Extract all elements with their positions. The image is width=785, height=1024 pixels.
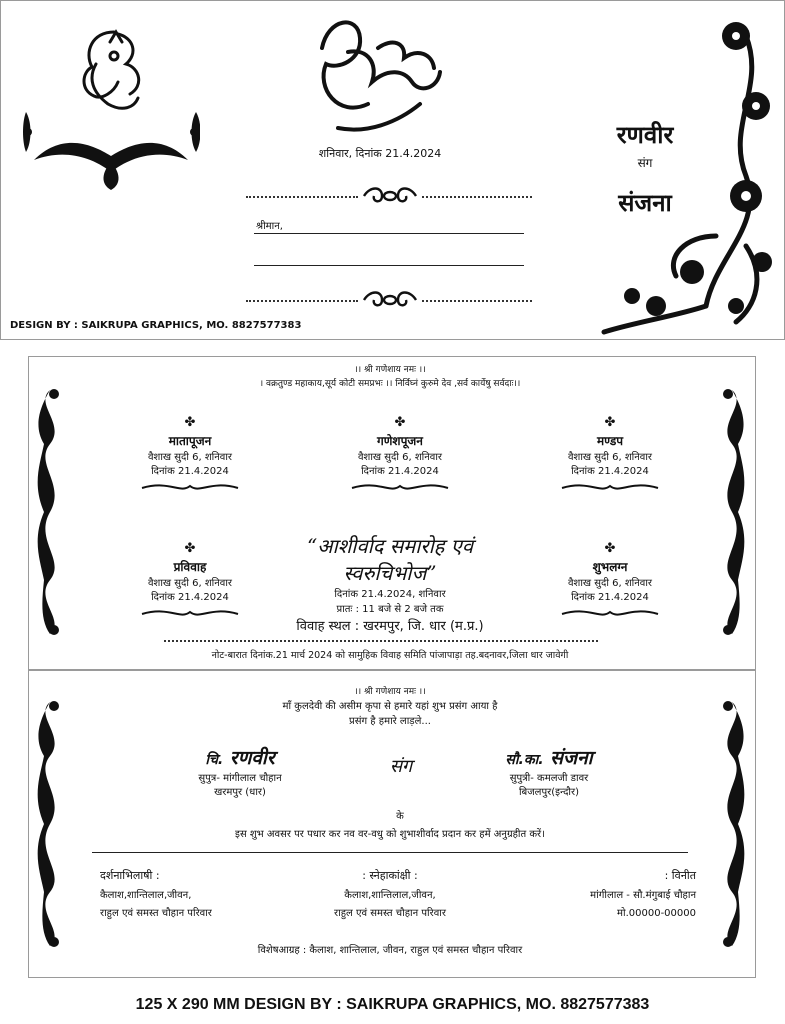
event-date: दिनांक 21.4.2024	[361, 466, 439, 477]
barat-note: नोट-बारात दिनांक.21 मार्च 2024 को सामुहिक विवाह समिति पांजापाड़ा तह.बदनावर,जिला धार जावेगी	[211, 650, 569, 661]
vishesh-aagrah: विशेषआग्रह : कैलाश, शान्तिलाल, जीवन, राहुल एवं समस्त चौहान परिवार	[257, 945, 523, 956]
col-line: कैलाश,शान्तिलाल,जीवन,	[100, 890, 192, 901]
col-title: दर्शनाभिलाषी :	[100, 869, 160, 882]
event-block-shubhlagna	[540, 540, 680, 622]
dotted-divider	[422, 196, 532, 198]
address-line	[254, 233, 524, 234]
bride-prefix: सौ.का.	[505, 752, 544, 768]
kuldevi-line: माँ कुलदेवी की असीम कृपा से हमारे यहां शुभ प्रसंग आया है	[282, 701, 498, 712]
bride-place: बिजलपुर(इन्दौर)	[518, 787, 580, 798]
event-title: शुभलग्न	[592, 560, 628, 574]
event-line: वैशाख सुदी 6, शनिवार	[147, 578, 233, 589]
event-block-ganeshpujan	[330, 414, 470, 496]
scroll-border-right-icon	[712, 696, 752, 952]
col-title: : स्नेहाकांक्षी :	[362, 869, 418, 882]
bride-name-card: संजना	[618, 189, 672, 217]
event-date: दिनांक 21.4.2024	[151, 592, 229, 603]
dotted-divider	[164, 640, 598, 642]
separator-line	[92, 852, 688, 853]
event-block-mandap	[540, 414, 680, 496]
ornament-icon: ✤	[394, 415, 406, 430]
scroll-ornament-icon	[360, 186, 420, 206]
blessing-line: इस शुभ अवसर पर पधार कर नव वर-वधु को शुभाशीर्वाद प्रदान कर हमें अनुग्रहीत करें।	[235, 829, 545, 840]
ornament-icon: ✤	[604, 415, 616, 430]
event-date: दिनांक 21.4.2024	[571, 466, 649, 477]
event-line: वैशाख सुदी 6, शनिवार	[567, 452, 653, 463]
venue-line: विवाह स्थल : खरमपुर, जि. धार (म.प्र.)	[296, 619, 484, 634]
bride-block	[474, 744, 624, 798]
ornament-icon: ✤	[184, 415, 196, 430]
event-block-pravivah	[120, 540, 260, 622]
event-line: वैशाख सुदी 6, शनिवार	[357, 452, 443, 463]
scroll-border-left-icon	[30, 696, 70, 952]
footer-credit: 125 X 290 MM DESIGN BY : SAIKRUPA GRAPHICS, MO. 8827577383	[135, 996, 650, 1013]
swash-icon	[140, 608, 240, 618]
swash-icon	[560, 608, 660, 618]
designer-credit: DESIGN BY : SAIKRUPA GRAPHICS, MO. 8827577383	[10, 320, 302, 331]
groom-prefix: चि.	[205, 752, 224, 768]
event-title: प्रविवाह	[173, 560, 207, 574]
ganesha-ornament-icon	[22, 12, 200, 192]
groom-name-line	[170, 744, 310, 770]
event-title: गणेशपूजन	[377, 434, 423, 448]
ashirwad-heading: “आशीर्वाद समारोह एवं स्वरुचिभोज”	[307, 534, 473, 585]
ornament-icon: ✤	[184, 541, 196, 556]
event-title: मण्डप	[596, 434, 624, 448]
event-title: मातापूजन	[168, 434, 212, 448]
prasang-line: प्रसंग है हमारे लाड़ले...	[349, 716, 431, 727]
dotted-divider	[246, 300, 358, 302]
swash-icon	[350, 482, 450, 492]
event-date: दिनांक 21.4.2024	[571, 592, 649, 603]
col-line: राहुल एवं समस्त चौहान परिवार	[334, 908, 446, 919]
center-date: दिनांक 21.4.2024, शनिवार	[334, 589, 446, 600]
col-darshanabhilashi	[100, 868, 290, 919]
groom-name: रणवीर	[229, 747, 275, 769]
swash-icon	[140, 482, 240, 492]
shloka-line: । वक्रतुण्ड महाकाय,सूर्य कोटी समप्रभः ।। निर्विघ्नं कुरुमे देव ,सर्व कार्येषु सर्वदाः।।	[259, 379, 521, 389]
ganeshaya-line-2: ।। श्री गणेशाय नमः ।।	[354, 687, 426, 697]
dotted-divider	[422, 300, 532, 302]
col-title: : विनीत	[664, 869, 696, 882]
ganeshaya-line: ।। श्री गणेशाय नमः ।।	[354, 365, 426, 375]
card-date-line: शनिवार, दिनांक 21.4.2024	[318, 147, 442, 160]
event-line: वैशाख सुदी 6, शनिवार	[147, 452, 233, 463]
col-snehakankshi	[300, 868, 480, 919]
ornament-icon: ✤	[604, 541, 616, 556]
center-time: प्रातः : 11 बजे से 2 बजे तक	[336, 604, 444, 615]
groom-block	[170, 744, 310, 798]
dotted-divider	[246, 196, 358, 198]
address-line	[254, 265, 524, 266]
event-block-matapujan	[120, 414, 260, 496]
ke-label: के	[396, 811, 404, 822]
groom-parent: सुपुत्र- मांगीलाल चौहान	[198, 773, 282, 784]
event-date: दिनांक 21.4.2024	[151, 466, 229, 477]
sang-emblem: संग	[389, 756, 413, 777]
groom-name-card: रणवीर	[616, 121, 674, 149]
col-line: कैलाश,शान्तिलाल,जीवन,	[344, 890, 436, 901]
scroll-ornament-icon	[360, 290, 420, 310]
scroll-border-left-icon	[30, 384, 70, 640]
sang-label: संग	[637, 156, 653, 170]
col-line: मांगीलाल - सौ.मंगुबाई चौहान	[590, 890, 696, 901]
bride-name: संजना	[550, 747, 593, 769]
event-line: वैशाख सुदी 6, शनिवार	[567, 578, 653, 589]
bride-parent: सुपुत्री- कमलजी डावर	[509, 773, 589, 784]
scroll-border-right-icon	[712, 384, 752, 640]
floral-vine-icon	[596, 6, 780, 336]
col-line: राहुल एवं समस्त चौहान परिवार	[100, 908, 212, 919]
groom-place: खरमपुर (धार)	[214, 787, 266, 798]
shubh-vivah-calligraphy-icon	[308, 8, 448, 142]
col-line: मो.00000-00000	[617, 908, 696, 919]
bride-name-line	[474, 744, 624, 770]
swash-icon	[560, 482, 660, 492]
col-vineet	[500, 868, 696, 919]
shrimaan-label: श्रीमान,	[256, 221, 283, 232]
